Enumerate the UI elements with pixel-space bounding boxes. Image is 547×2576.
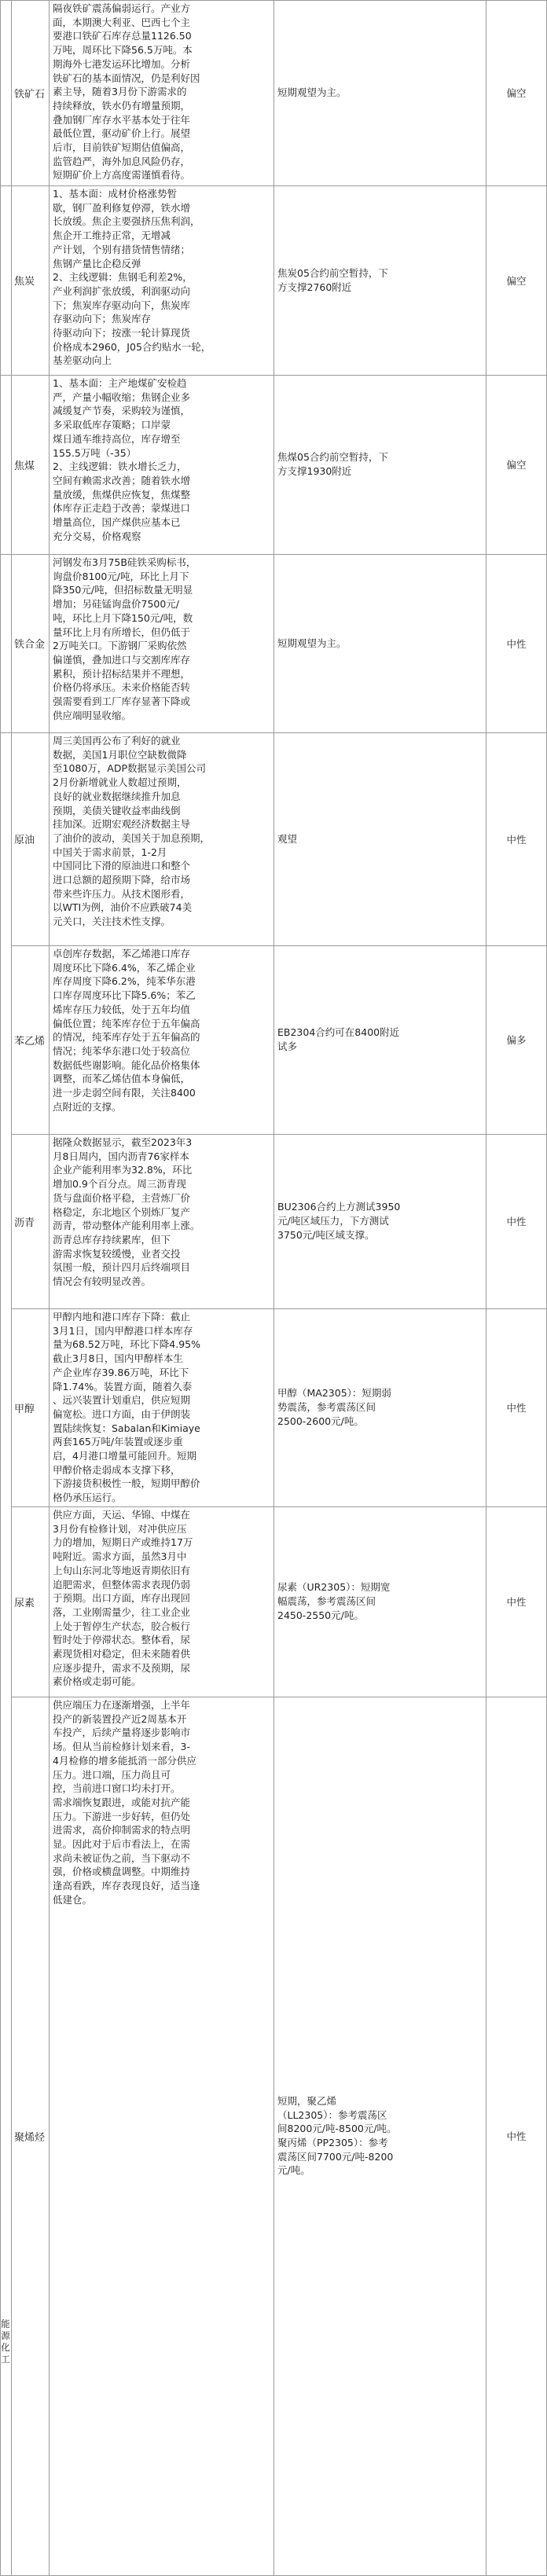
row-view: 中性	[506, 833, 527, 846]
row-content: 卓创库存数据，苯乙烯港口库存 周度环比下降6.4%，苯乙烯企业 库存周度下降6.2%，纯苯华东港 口库存周度环比下降5.6%；苯乙 烯库存压力较低，处于五年均值 偏低位置；纯苯库存位于五年偏高 的情况，纯苯库存处于五年偏高的 情况；纯苯华东港口处于较高位 数据低些谢影响。能化品价格集体 调整，而苯乙烯估值本身偏低， 进一步走弱空间有限，关注8400 点附近的支撑。	[53, 948, 200, 1113]
row-strategy: 甲醇（MA2305）：短期弱 势震荡，参考震荡区间 2500-2600元/吨。	[277, 1387, 391, 1427]
row-name: 沥青	[14, 1216, 35, 1229]
row-content: 1、基本面：成材价格涨势暂 歇，钢厂盈利修复停滞，铁水增 长放缓。焦企主要强挤压焦利润， 焦企开工维持正常，无增减 产计划，个别有措货情售情绪； 焦钢产量比企稳反弹 2、主线逻辑：焦钢毛利差2%， 产业利润扩张放缓，利润驱动向 下；焦炭库存驱动向下，焦炭库 存驱动向下；焦炭库存 待驱动向下；按涨一轮计算现货 价格成本2960，J05合约贴水一轮， 基差驱动向上	[53, 188, 211, 367]
row-name: 甲醇	[14, 1403, 35, 1415]
row-strategy: 短期观望为主。	[277, 86, 347, 99]
row-name: 焦煤	[14, 460, 35, 472]
row-content: 据隆众数据显示，截至2023年3 月8日周内，国内沥青76家样本 企业产能利用率为32.8%，环比 增加0.9个百分点。周三沥青现 货与盘面价格平稳，主营炼厂价 格稳定，东北地区个别炼厂复产 沥青，带动整体产能利用率上涨。 沥青总库存持续累库，但下 游需求恢复较缓慢，业者交投 氛围一般，预计四月后终端项目 情况会有较明显改善。	[53, 1136, 200, 1288]
row-view: 中性	[506, 1402, 527, 1414]
row-view: 偏空	[506, 87, 527, 99]
row-content: 供应端压力在逐渐增强，上半年 投产的新装置投产近2周基本开 车投产，后续产量将逐步影响市 场。但从当前检修计划来看，3- 4月检修的增多能抵消一部分供应 压力。进口端，压力尚且可 控，当前进口窗口均未打开。 需求端恢复跟进，或能对抗产能 压力。下游进一步好转，但仍处 进需求，高价抑制需求的特点明 显。因此对于后市看法上，在需 求尚未被证伪之前，当下驱动不 强，价格或横盘调整。中期维持 逢高看跌，库存表现良好，适当逢 低建仓。	[53, 1699, 200, 1906]
row-view: 偏空	[506, 459, 527, 471]
row-content: 供应方面，天运、华锦、中煤在 3月份有检修计划，对冲供应压 力的增加，短期日产或维持17万 吨附近。需求方面，虽然3月中 上旬山东河北等地返青期依旧有 追肥需求，但整体需求表现仍弱 于预期。出口方面，库存出现回 落，工业刚需量少，往工业企业 上处于暂停生产状态，胶合板行 暂时处于停滞状态。整体看，尿 素现货相对稳定，但未来随着供 应逐步提升，需求不及预期，尿 素价格或走弱可能。	[53, 1509, 193, 1688]
row-view: 偏空	[506, 274, 527, 287]
row-view: 中性	[506, 1216, 527, 1227]
row-name: 焦炭	[14, 276, 35, 288]
row-view: 中性	[506, 637, 527, 650]
row-content: 周三美国再公布了利好的就业 数据，美国1月职位空缺数微降 至1080万，ADP数据显示美国公司 2月份新增就业人数超过预期， 良好的就业数据继续推升加息 预期，美债关键收益率曲线倒 挂加深。近期宏观经济数据主导 了油价的波动，美国关于加息预期， 中国关于需求前景，1-2月 中国同比下滑的原油进口和整个 进口总额的超预期下降，给市场 带来些许压力。从技术图形看， 以WTI为例，油价不应跌破74美 元关口，关注技术性支撑。	[53, 735, 211, 928]
row-view: 中性	[506, 1596, 527, 1608]
row-content: 河钢发布3月75B硅铁采购标书， 询盘价8100元/吨，环比上月下 降350元/吨，但招标数量无明显 增加；另硅锰询盘价7500元/ 吨，环比上月下降150元/吨，数 量环比上月有所增长，但仍低于 2万吨关口。下游钢厂采购依然 偏谨慎，叠加进口与交割库库存 累积，预计招标结果并不理想， 价格仍将承压。未来价格能否转 强需要看到工厂库存显著下降或 供应端明显收缩。	[53, 556, 196, 721]
row-name: 苯乙烯	[14, 1035, 46, 1048]
row-strategy: 观望	[277, 832, 298, 845]
row-strategy: 短期观望为主。	[277, 637, 347, 649]
row-strategy: BU2306合约上方测试3950 元/吨区域压力，下方测试 3750元/吨区域支撑。	[277, 1201, 401, 1241]
row-name: 尿素	[14, 1597, 35, 1609]
row-name: 聚烯烃	[14, 2131, 46, 2144]
row-strategy: EB2304合约可在8400附近 试多	[277, 1026, 400, 1052]
row-name: 铁矿石	[14, 88, 46, 101]
row-view: 中性	[506, 2130, 527, 2142]
row-content: 隔夜铁矿震荡偏弱运行。产业方 面，本期澳大利亚、巴西七个主 要港口铁矿石库存总量1126.50 万吨，周环比下降56.5万吨。本 期海外七港发运环比增加。分析 铁矿石的基本面情况，仍是利好因 素主导，随着3月份下游需求的 持续释放，铁水仍有增量预期， 叠加钢厂库存水平基本处于往年 最低位置，驱动矿价上行。展望 后市，目前铁矿短期估值偏高， 监管趋严，海外加息风险仍存， 短期矿价上方高度需谨慎看待。	[53, 2, 200, 182]
row-name: 铁合金	[14, 639, 46, 651]
row-strategy: 焦煤05合约前空暂持，下 方支撑1930附近	[277, 451, 388, 477]
row-strategy: 焦炭05合约前空暂持，下 方支撑2760附近	[277, 266, 388, 293]
grid-line	[0, 0, 1, 2576]
row-content: 1、基本面：主产地煤矿安检趋 严，产量小幅收缩；焦钢企业多 减缓复产节奏，采购较为谨慎， 多采取低库存策略；口岸蒙 煤日通车维持高位，库存增至 155.5万吨（-35） 2、主线逻辑：铁水增长乏力， 空间有赖需求改善；随着铁水增 量放缓，焦煤供应恢复，焦煤整 体库存正走趋于改善；蒙煤进口 增量高位，国产煤供应基本已 充分交易，价格观察	[53, 377, 191, 542]
row-strategy: 尿素（UR2305）：短期宽 幅震荡，参考震荡区间 2450-2550元/吨。	[277, 1581, 391, 1621]
category-label: 能源化工	[1, 2318, 10, 2365]
row-view: 偏多	[506, 1034, 527, 1046]
row-strategy: 短期，聚乙烯 （LL2305）：参考震荡区 间8200元/吨-8500元/吨。 聚丙烯（PP2305）：参考 震荡区间7700元/吨-8200 元/吨。	[277, 2094, 397, 2177]
row-name: 原油	[14, 835, 35, 846]
row-content: 甲醇内地和港口库存下降：截止 3月1日，国内甲醇港口样本库存 量为68.52万吨，环比下降4.95% 截止3月8日，国内甲醇样本生 产企业库存39.86万吨，环比下 降1.74%。装置方面，随着久泰 、远兴装置计划重启，供应短期 偏宽松。进口方面，由于伊朗装 置陆续恢复：Sabalan和Kimiaye 两套165万吨/年装置或逐步重 启，4月港口增量可能回升。短期 甲醇价格走弱成本支撑下移， 下游接货积极性一般，短期甲醇价 格仍承压运行。	[53, 1311, 200, 1504]
